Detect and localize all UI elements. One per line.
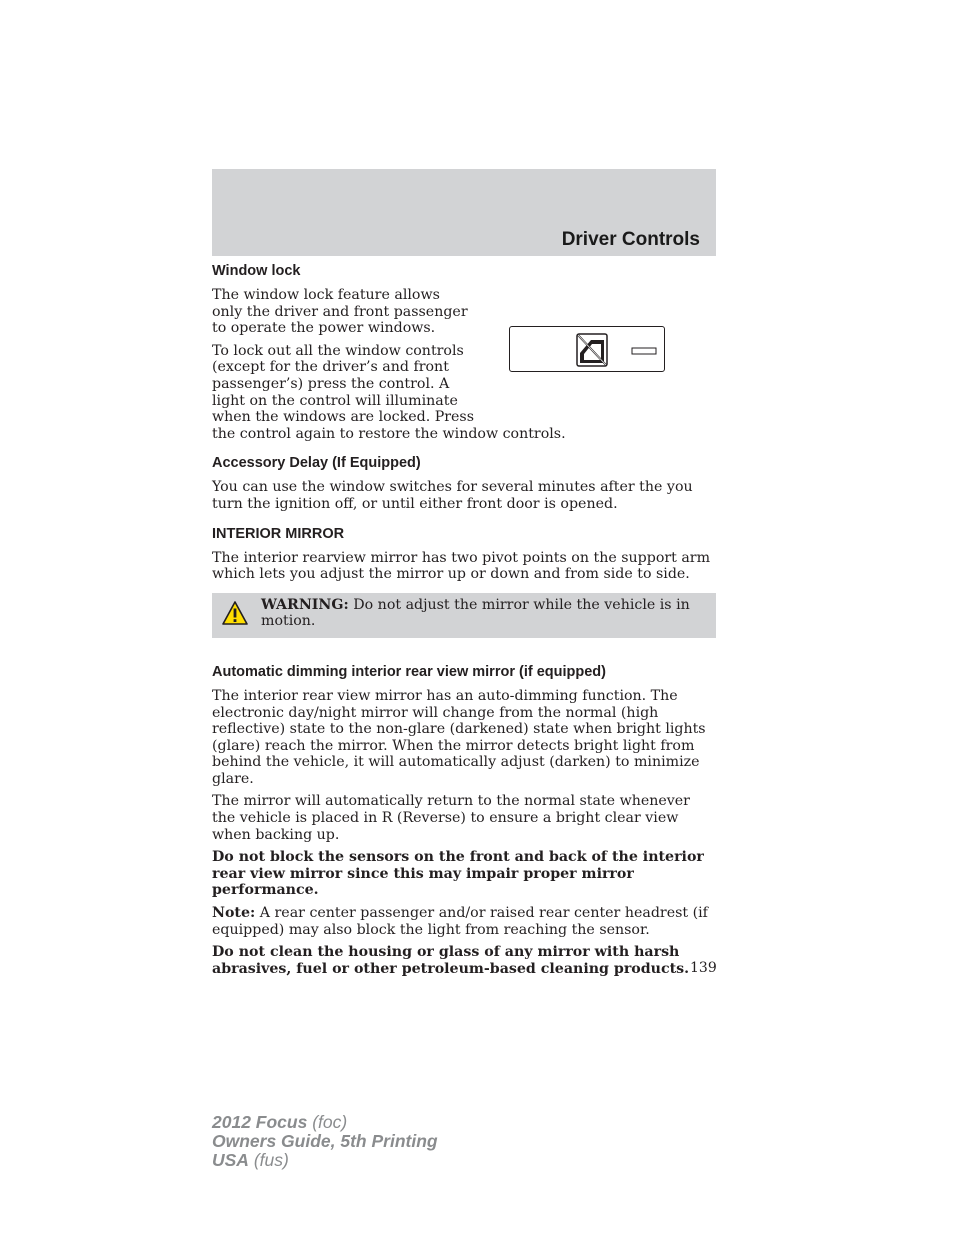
footer-market: USA	[212, 1150, 249, 1170]
warning-text: Do not adjust the mirror while the vehicle is in motion.	[261, 596, 690, 630]
footer-market-code: (fus)	[248, 1150, 289, 1170]
note-label: Note:	[212, 905, 256, 922]
header-band	[212, 169, 716, 256]
footer-edition: Owners Guide, 5th Printing	[212, 1131, 438, 1151]
warning-box	[212, 593, 716, 638]
footer-model-code: (foc)	[307, 1112, 348, 1132]
window-lock-paragraph-2a: To lock out all the window controls (except for the driver’s and front passenger’s) press the control. A light on the control will illuminate when the windows are locked. Press	[212, 342, 474, 426]
auto-dimming-caution-1-text: Do not block the sensors on the front and back of the interior rear view mirror since this may impair proper mirror performance.	[212, 849, 704, 899]
auto-dimming-caution-1	[212, 849, 716, 899]
window-lock-paragraph-2b: the control again to restore the window controls.	[212, 425, 566, 442]
window-lock-section	[212, 262, 716, 442]
page-content	[212, 262, 716, 983]
auto-dimming-note	[212, 905, 716, 938]
warning-triangle-icon	[221, 600, 249, 626]
footer-model: 2012 Focus	[212, 1112, 308, 1132]
auto-dimming-paragraph-1: The interior rear view mirror has an auto-dimming function. The electronic day/night mirror will change from the normal (high reflective) state to the non-glare (darkened) state when bright lights (glare) reach the mirror. When the mirror detects bright light from behind the vehicle, it will automatically adjust (darken) to minimize glare.	[212, 687, 706, 787]
warning-label: WARNING:	[261, 596, 349, 613]
interior-mirror-paragraph: The interior rearview mirror has two pivot points on the support arm which lets you adjust the mirror up or down and from side to side.	[212, 549, 711, 583]
chapter-title: Driver Controls	[561, 229, 700, 250]
auto-dimming-heading: Automatic dimming interior rear view mirror (if equipped)	[212, 663, 606, 680]
auto-dimming-caution-2	[212, 944, 716, 977]
window-lock-paragraph-1: The window lock feature allows only the driver and front passenger to operate the power windows.	[212, 287, 468, 337]
interior-mirror-heading: INTERIOR MIRROR	[212, 525, 345, 542]
accessory-delay-paragraph: You can use the window switches for several minutes after the you turn the ignition off, or until either front door is opened.	[212, 479, 693, 512]
page-number: 139	[690, 960, 717, 976]
window-lock-icon	[510, 327, 666, 373]
window-lock-heading: Window lock	[212, 263, 301, 279]
accessory-delay-heading: Accessory Delay (If Equipped)	[212, 455, 421, 472]
auto-dimming-caution-2-text: Do not clean the housing or glass of any mirror with harsh abrasives, fuel or other petroleum-based cleaning products.	[212, 944, 690, 977]
document-footer	[212, 1113, 438, 1170]
note-text: A rear center passenger and/or raised rear center headrest (if equipped) may also block the light from reaching the sensor.	[212, 905, 708, 938]
window-lock-switch-illustration	[509, 326, 665, 372]
auto-dimming-paragraph-2: The mirror will automatically return to the normal state whenever the vehicle is placed in R (Reverse) to ensure a bright clear view when backing up.	[212, 793, 690, 843]
